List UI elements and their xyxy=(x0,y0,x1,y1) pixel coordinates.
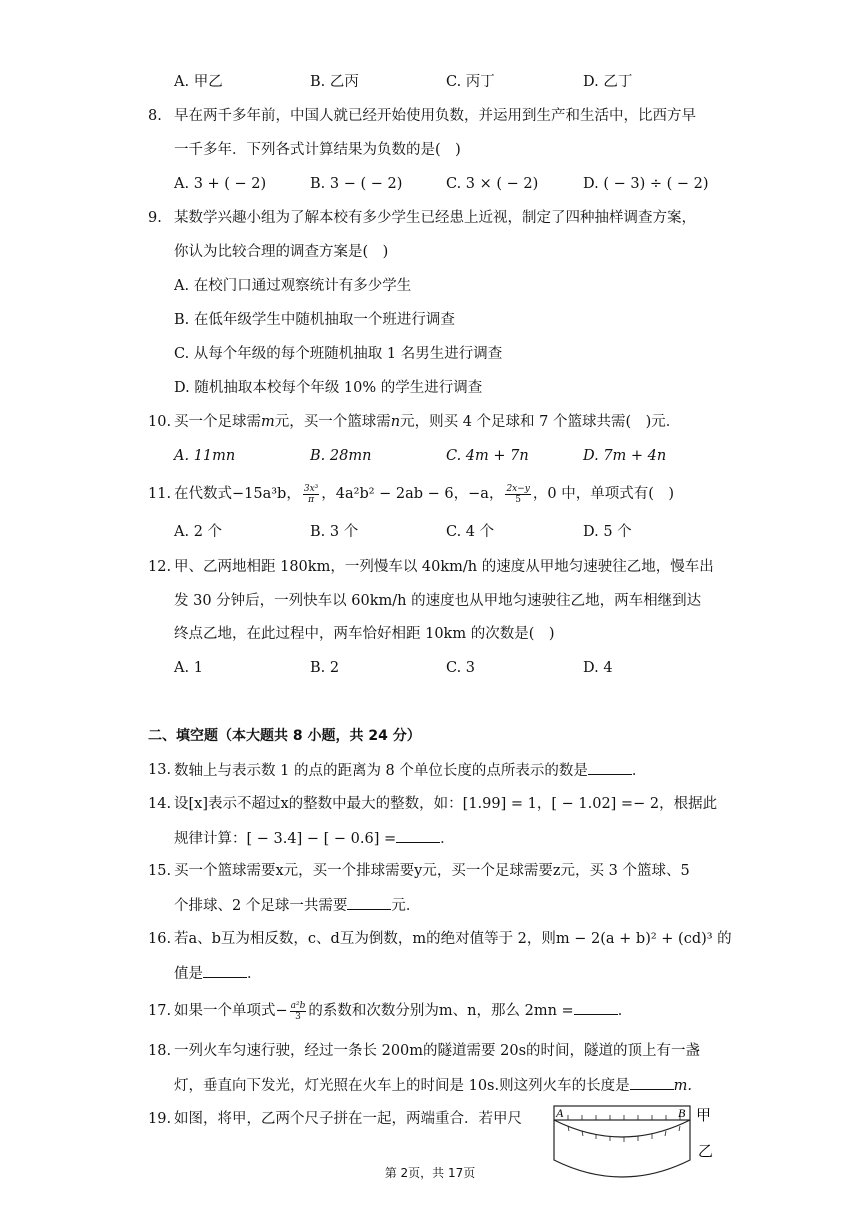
question-number: 11. xyxy=(148,486,172,502)
fraction: $\frac{\text{a²b}}{3}$ xyxy=(290,1000,306,1022)
question-text: 一千多年．下列各式计算结果为负数的是( ) xyxy=(174,142,461,158)
q11-option-a: A. 2 个 xyxy=(174,524,223,540)
q9-option-d: D. 随机抽取本校每个年级 10% 的学生进行调查 xyxy=(174,380,483,396)
question-text: 买一个足球需m元，买一个篮球需n元，则买 4 个足球和 7 个篮球共需( )元． xyxy=(174,414,681,430)
q7-option-c: C. 丙丁 xyxy=(446,74,495,90)
ruler-ticks xyxy=(568,1115,680,1120)
q11-option-b: B. 3 个 xyxy=(310,524,359,540)
q12-option-c: C. 3 xyxy=(446,660,476,676)
q10-option-b: B. 28mn xyxy=(310,448,372,464)
q7-option-b: B. 乙丙 xyxy=(310,74,359,90)
question-text: 发 30 分钟后，一列快车以 60km/h 的速度也从甲地匀速驶往乙地，两车相继到达 xyxy=(174,593,702,609)
answer-blank[interactable] xyxy=(588,760,632,775)
question-number: 13. xyxy=(148,762,172,778)
answer-blank[interactable] xyxy=(574,1000,618,1015)
q7-option-d: D. 乙丁 xyxy=(583,74,633,90)
question-number: 15. xyxy=(148,863,172,879)
question-text: 值是 ． xyxy=(174,963,262,984)
q11-option-d: D. 5 个 xyxy=(583,524,632,540)
question-text: 你认为比较合理的调查方案是( ) xyxy=(174,244,389,260)
question-number: 9. xyxy=(148,210,162,226)
q8-option-a: A. 3 + ( − 2) xyxy=(174,176,267,192)
answer-blank[interactable] xyxy=(347,895,391,910)
label-jia: 甲 xyxy=(696,1106,712,1124)
q12-option-b: B. 2 xyxy=(310,660,340,676)
question-text: 在代数式−15a³b， $\frac{\text{3x³}}{\pi}$ ，4a²b² − 2ab − 6，−a， $\frac{2x-y}{5}$ ，0 中，单项式有( ) xyxy=(174,483,675,505)
arc-ticks xyxy=(568,1126,680,1142)
q7-option-a: A. 甲乙 xyxy=(174,74,223,90)
question-text: 如果一个单项式− $\frac{\text{a²b}}{3}$ 的系数和次数分别为m、n，那么 2mn = ． xyxy=(174,1000,633,1022)
question-text: 早在两千多年前，中国人就已经开始使用负数，并运用到生产和生活中，比西方早 xyxy=(174,108,696,124)
fraction: $\frac{2x-y}{5}$ xyxy=(506,483,530,505)
page-footer: 第 2页，共 17页 xyxy=(384,1166,476,1180)
question-text: 若a、b互为相反数，c、d互为倒数，m的绝对值等于 2，则m − 2(a + b)² + (cd)³ 的 xyxy=(174,931,732,947)
question-number: 8. xyxy=(148,108,162,124)
question-text: 设[x]表示不超过x的整数中最大的整数，如：[1.99] = 1，[ − 1.02] =− 2，根据此 xyxy=(174,796,718,812)
q10-option-a: A. 11mn xyxy=(174,448,236,464)
q11-option-c: C. 4 个 xyxy=(446,524,495,540)
q12-option-d: D. 4 xyxy=(583,660,613,676)
fraction: $\frac{\text{3x³}}{\pi}$ xyxy=(303,483,319,505)
question-text: 如图，将甲，乙两个尺子拼在一起，两端重合．若甲尺 xyxy=(174,1111,522,1127)
label-yi: 乙 xyxy=(698,1142,714,1160)
question-number: 19. xyxy=(148,1111,172,1127)
question-number: 12. xyxy=(148,559,172,575)
q8-option-b: B. 3 − ( − 2) xyxy=(310,176,403,192)
question-text: 买一个篮球需要x元，买一个排球需要y元，买一个足球需要z元，买 3 个篮球、5 xyxy=(174,863,690,879)
q10-option-d: D. 7m + 4n xyxy=(583,448,667,464)
question-number: 16. xyxy=(148,931,172,947)
ruler-yi-arc xyxy=(554,1120,690,1137)
section-heading: 二、填空题（本大题共 8 小题，共 24 分） xyxy=(148,728,421,744)
question-number: 18. xyxy=(148,1043,172,1059)
q10-option-c: C. 4m + 7n xyxy=(446,448,529,464)
question-text: 甲、乙两地相距 180km，一列慢车以 40km/h 的速度从甲地匀速驶往乙地，慢车出 xyxy=(174,559,714,575)
question-text: 一列火车匀速行驶，经过一条长 200m的隧道需要 20s的时间，隧道的顶上有一盏 xyxy=(174,1043,701,1059)
question-text: 灯，垂直向下发光，灯光照在火车上的时间是 10s.则这列火车的长度是 m. xyxy=(174,1075,692,1096)
question-number: 10. xyxy=(148,414,172,430)
q9-option-b: B. 在低年级学生中随机抽取一个班进行调查 xyxy=(174,312,455,328)
question-number: 14. xyxy=(148,796,172,812)
ruler-jia xyxy=(554,1106,690,1120)
q9-option-c: C. 从每个年级的每个班随机抽取 1 名男生进行调查 xyxy=(174,346,503,362)
label-a: A xyxy=(556,1106,564,1120)
question-text: 终点乙地，在此过程中，两车恰好相距 10km 的次数是( ) xyxy=(174,626,555,642)
q8-option-d: D. ( − 3) ÷ ( − 2) xyxy=(583,176,709,192)
answer-blank[interactable] xyxy=(203,963,247,978)
answer-blank[interactable] xyxy=(630,1075,674,1090)
question-text: 某数学兴趣小组为了解本校有多少学生已经患上近视，制定了四种抽样调查方案， xyxy=(174,210,696,226)
q12-option-a: A. 1 xyxy=(174,660,203,676)
label-b: B xyxy=(678,1106,686,1120)
q8-option-c: C. 3 × ( − 2) xyxy=(446,176,539,192)
question-text: 个排球、2 个足球一共需要 元． xyxy=(174,895,420,916)
question-text: 规律计算：[ − 3.4] − [ − 0.6] = ． xyxy=(174,828,455,849)
question-number: 17. xyxy=(148,1003,172,1019)
q9-option-a: A. 在校门口通过观察统计有多少学生 xyxy=(174,278,412,294)
answer-blank[interactable] xyxy=(396,828,440,843)
question-text: 数轴上与表示数 1 的点的距离为 8 个单位长度的点所表示的数是 ． xyxy=(174,760,646,781)
